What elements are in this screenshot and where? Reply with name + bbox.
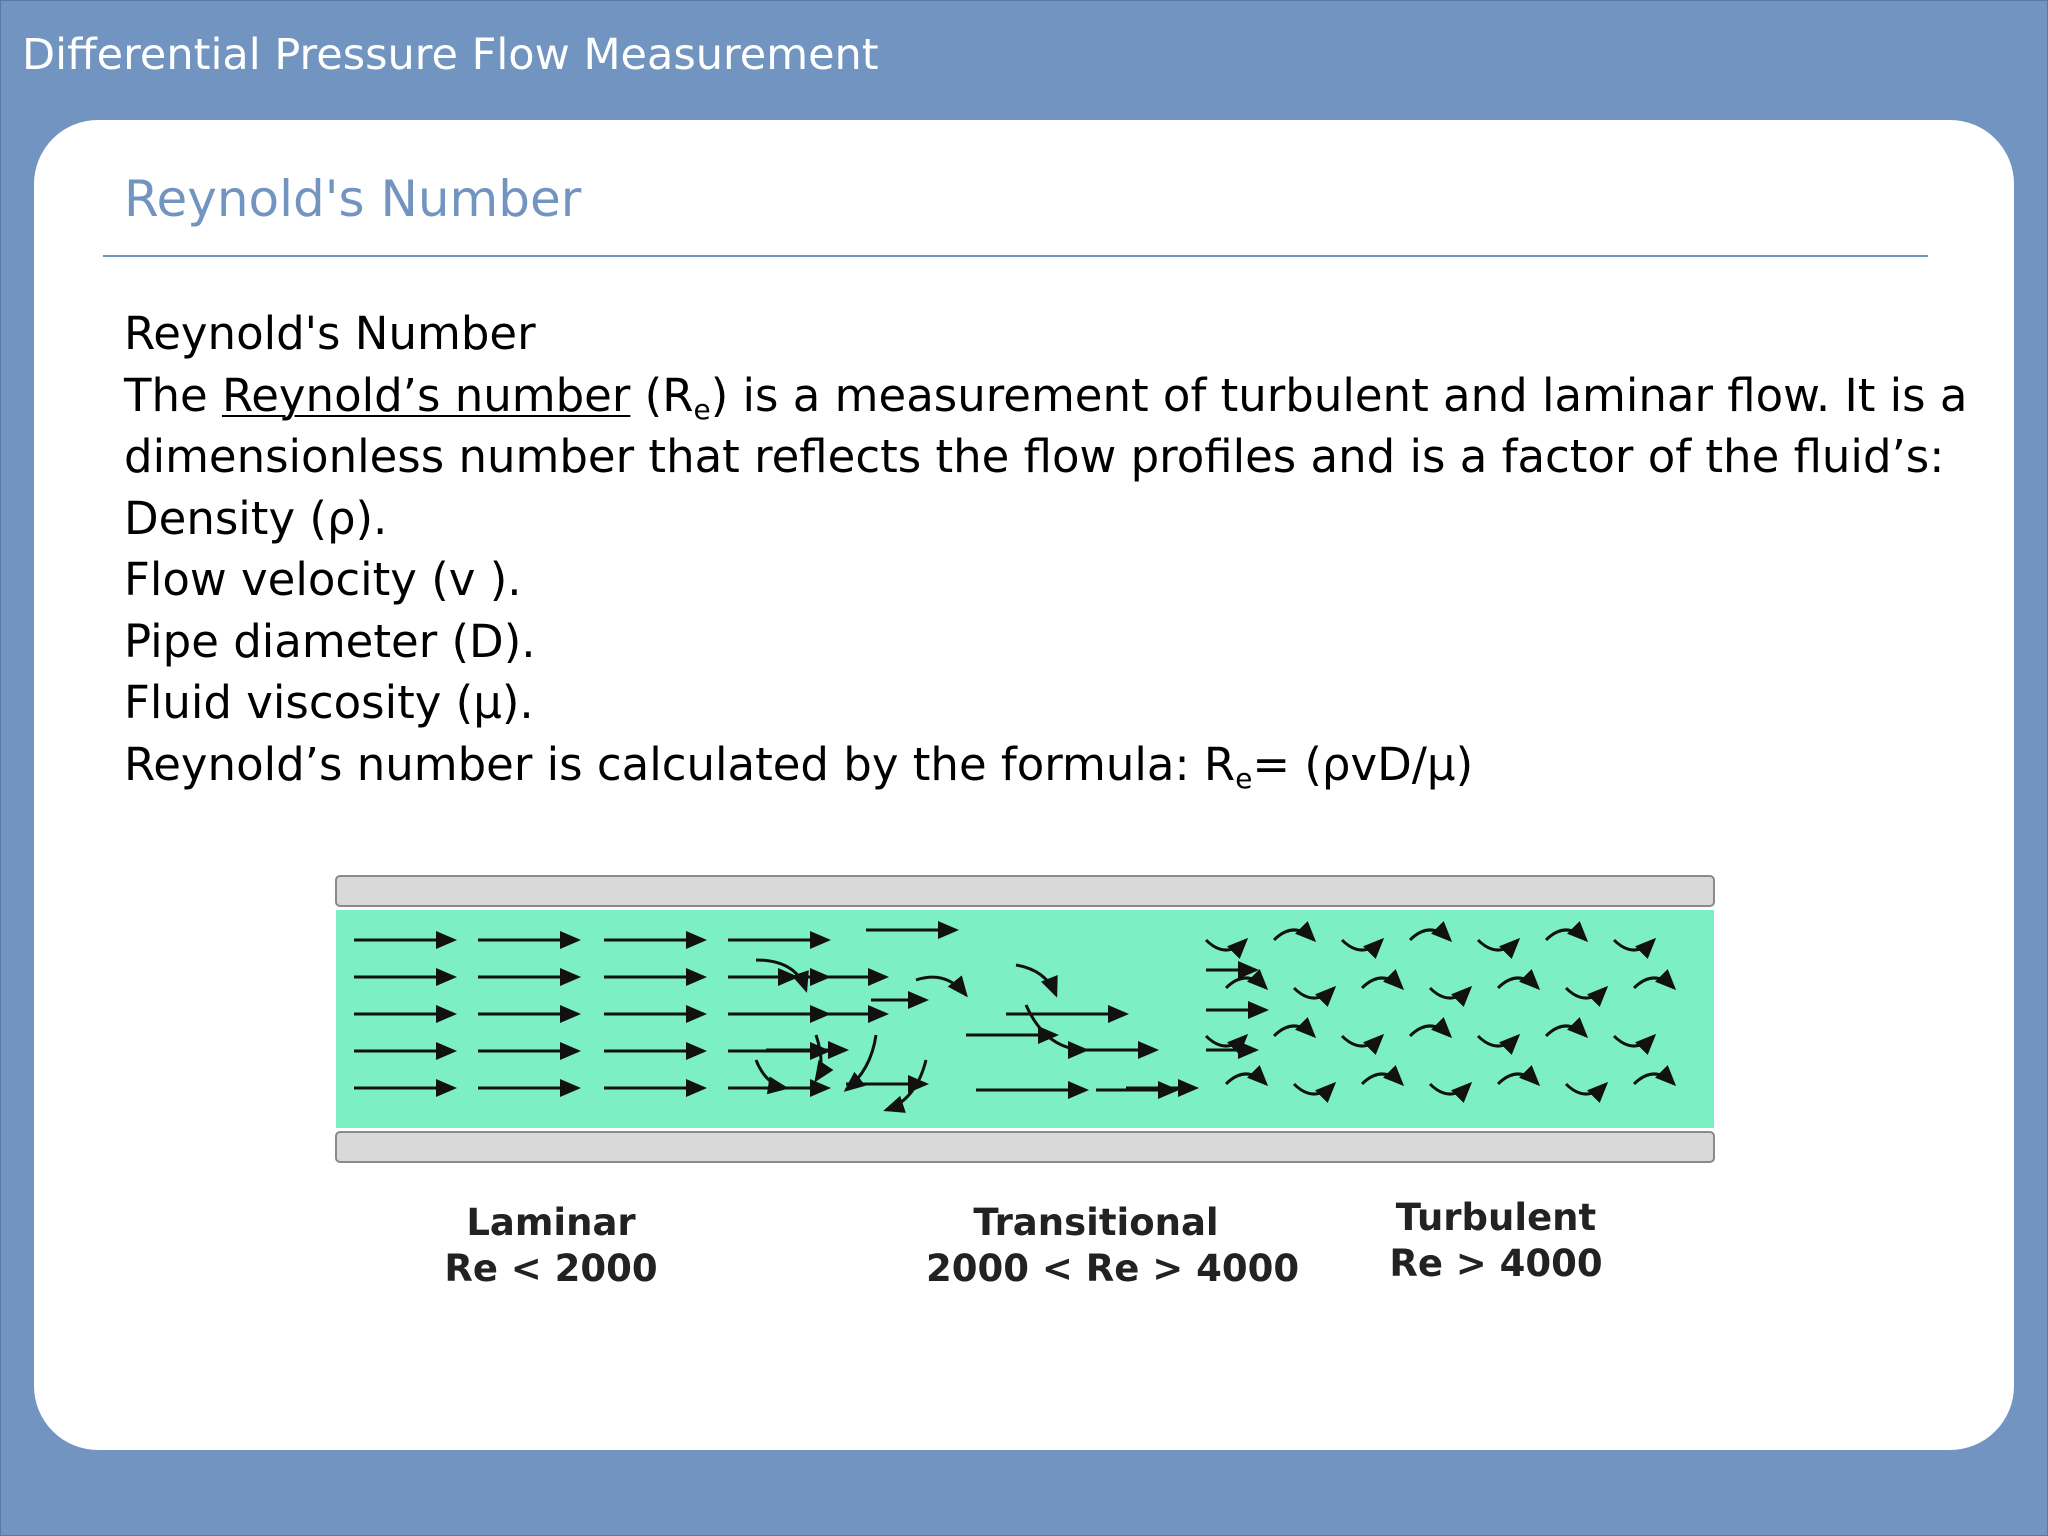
formula-rest: = (ρvD/μ)	[1252, 737, 1474, 791]
label-turbulent	[1376, 1195, 1616, 1287]
label-transitional	[926, 1200, 1300, 1292]
slide-title: Reynold's Number	[124, 170, 582, 228]
turbulent-name: Turbulent	[1395, 1196, 1597, 1239]
transitional-condition: 2000 < Re > 4000	[926, 1247, 1300, 1290]
intro-line-2: dimensionless number that reflects the flow profiles and is a factor of the fluid’s:	[124, 430, 1945, 483]
intro-subscript: e	[693, 392, 711, 426]
formula-prefix: Reynold’s number is calculated by the formula: R	[124, 737, 1236, 791]
laminar-condition: Re < 2000	[444, 1247, 658, 1290]
body-heading: Reynold's Number	[124, 307, 536, 360]
reynolds-number-link[interactable]: Reynold’s number	[222, 368, 631, 422]
body-text	[124, 303, 1968, 795]
laminar-name: Laminar	[466, 1201, 636, 1244]
intro-prefix: The	[124, 368, 222, 422]
turbulent-condition: Re > 4000	[1389, 1242, 1603, 1285]
formula-line	[124, 734, 1968, 796]
pipe-wall-top	[336, 876, 1714, 906]
factor-density: Density (ρ).	[124, 491, 388, 545]
flow-regime-figure	[326, 860, 1746, 1310]
intro-rest: ) is a measurement of turbulent and laminar flow. It is a	[710, 368, 1968, 422]
factor-viscosity: Fluid viscosity (μ).	[124, 676, 534, 729]
title-divider	[103, 255, 1928, 257]
intro-line-1	[124, 365, 1968, 427]
fluid-region	[336, 910, 1714, 1128]
transitional-name: Transitional	[973, 1201, 1219, 1244]
header-title: Differential Pressure Flow Measurement	[22, 30, 879, 80]
formula-subscript: e	[1235, 761, 1253, 795]
factor-diameter: Pipe diameter (D).	[124, 614, 536, 668]
intro-paren: (R	[630, 368, 694, 422]
pipe-wall-bottom	[336, 1132, 1714, 1162]
factor-velocity: Flow velocity (v ).	[124, 553, 522, 606]
label-laminar	[406, 1200, 696, 1292]
